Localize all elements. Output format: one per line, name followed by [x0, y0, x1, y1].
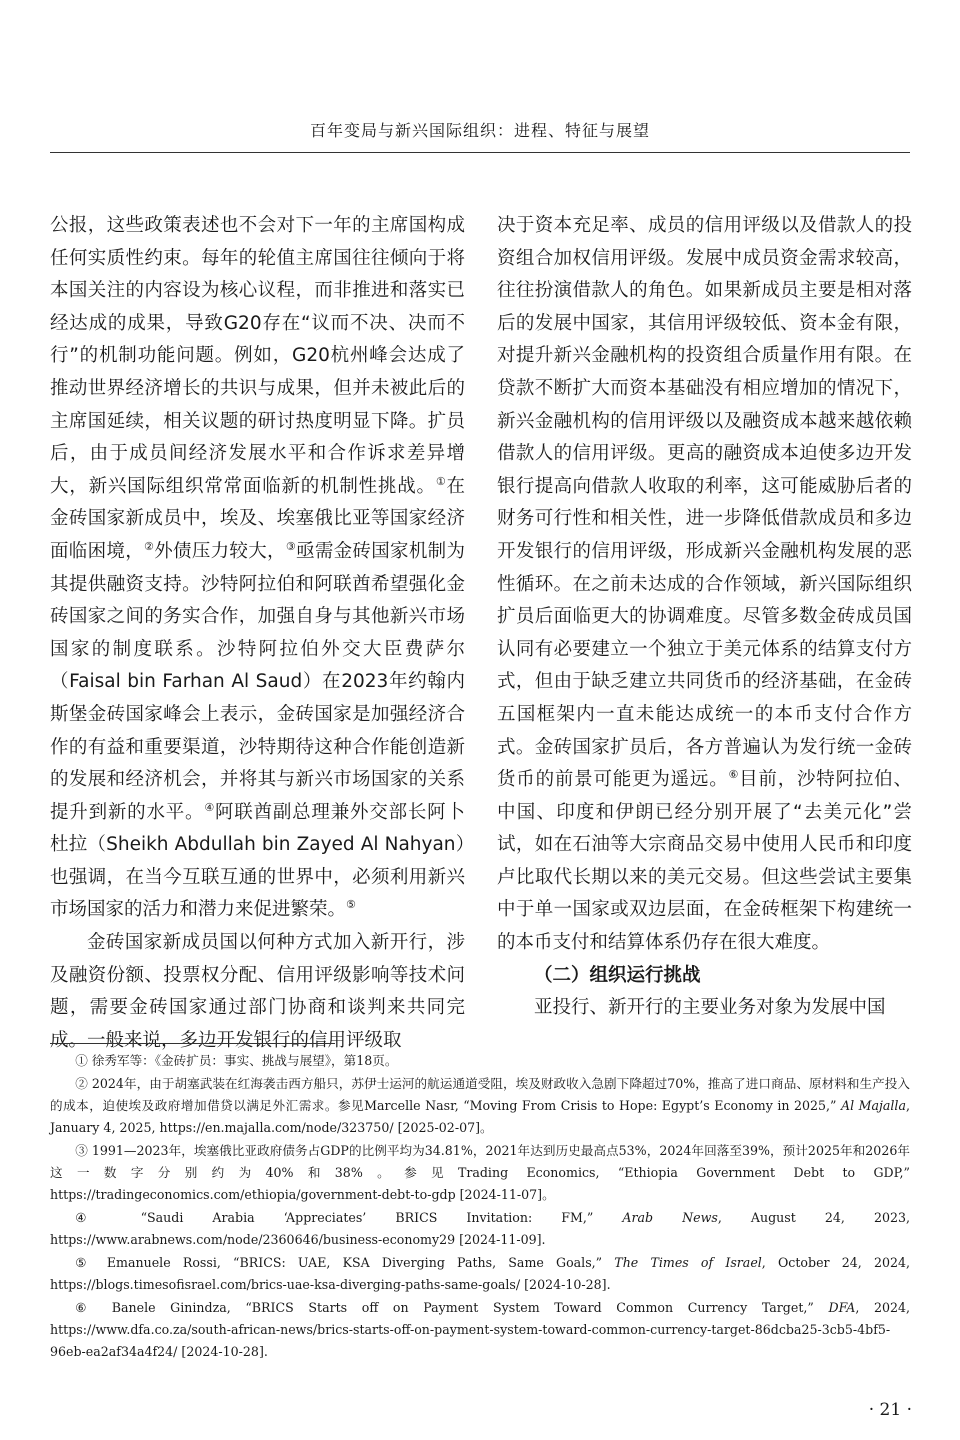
right-text-b: 目前，沙特阿拉伯、中国、印度和伊朗已经分别开展了“去美元化”尝试，如在石油等大宗商品交易中使用人民币和印度卢比取代长期以来的美元交易。但这些尝试主要集中于单一国家或双边层面，在金砖框架下构建统一的本币支付和结算体系仍存在很大难度。	[497, 769, 912, 954]
footnote-5	[50, 1252, 910, 1296]
footnote-6	[50, 1297, 910, 1363]
footnote-2-source: Al Majalla	[840, 1098, 906, 1113]
footnote-ref-4[interactable]: ④	[204, 800, 215, 814]
footnote-5-text-a: ⑤ Emanuele Rossi, “BRICS: UAE, KSA Diverging Paths, Same Goals,”	[75, 1255, 615, 1270]
right-column	[497, 210, 912, 1025]
footnote-ref-1[interactable]: ①	[435, 474, 447, 488]
footnotes	[50, 1050, 910, 1364]
footnote-ref-5[interactable]: ⑤	[346, 898, 356, 912]
right-paragraph-2: 亚投行、新开行的主要业务对象为发展中国	[534, 997, 886, 1019]
footnote-5-source: The Times of Israel	[614, 1255, 762, 1270]
footnote-4-text-b[interactable]: , August 24, 2023, https://www.arabnews.com/node/2360646/business-economy29 [2024-11-09].	[50, 1210, 911, 1247]
footnote-rule	[50, 1043, 335, 1044]
footnote-2	[50, 1073, 910, 1139]
footnote-4-text-a: ④ “Saudi Arabia ‘Appreciates’ BRICS Invitation: FM,”	[75, 1210, 623, 1225]
footnote-5-text-b[interactable]: , October 24, 2024, https://blogs.timesofisrael.com/brics-uae-ksa-diverging-paths-same-goals/ [2024-10-28].	[50, 1255, 910, 1292]
left-paragraph-1	[50, 210, 465, 927]
footnote-2-text-a: ② 2024年，由于胡塞武装在红海袭击西方船只，苏伊士运河的航运通道受阻，埃及财政收入急剧下降超过70%，推高了进口商品、原材料和生产投入的成本，迫使埃及政府增加借贷以满足外汇需求。参见Marcelle Nasr, “Moving From Crisis to Hope: Egypt’s Economy in 2025,”	[50, 1076, 910, 1113]
right-text-a: 决于资本充足率、成员的信用评级以及借款人的投资组合加权信用评级。发展中成员资金需求较高，往往扮演借款人的角色。如果新成员主要是相对落后的发展中国家，其信用评级较低、资本金有限，对提升新兴金融机构的投资组合质量作用有限。在贷款不断扩大而资本基础没有相应增加的情况下，新兴金融机构的信用评级以及融资成本越来越依赖借款人的信用评级。更高的融资成本迫使多边开发银行提高向借款人收取的利率，这可能威胁后者的财务可行性和相关性，进一步降低借款成员和多边开发银行的信用评级，形成新兴金融机构发展的恶性循环。在之前未达成的合作领域，新兴国际组织扩员后面临更大的协调难度。尽管多数金砖成员国认同有必要建立一个独立于美元体系的结算支付方式，但由于缺乏建立共同货币的经济基础，在金砖五国框架内一直未能达成统一的本币支付合作方式。金砖国家扩员后，各方普遍认为发行统一金砖货币的前景可能更为遥远。	[497, 215, 912, 791]
footnote-4-source: Arab News	[622, 1210, 718, 1225]
left-text-d: 亟需金砖国家机制为其提供融资支持。沙特阿拉伯和阿联酋希望强化金砖国家之间的务实合作，加强自身与其他新兴市场国家的制度联系。沙特阿拉伯外交大臣费萨尔（Faisal bin Farhan Al Saud）在2023年约翰内斯堡金砖国家峰会上表示，金砖国家是加强经济合作的有益和重要渠道，沙特期待这种合作能创造新的发展和经济机会，并将其与新兴市场国家的关系提升到新的水平。	[50, 540, 465, 823]
left-paragraph-2: 金砖国家新成员国以何种方式加入新开行，涉及融资份额、投票权分配、信用评级影响等技术问题，需要金砖国家通过部门协商和谈判来共同完成。一般来说，多边开发银行的信用评级取	[50, 932, 465, 1051]
running-title: 百年变局与新兴国际组织：进程、特征与展望	[309, 121, 650, 140]
footnote-ref-6[interactable]: ⑥	[728, 767, 740, 781]
left-text-a: 公报，这些政策表述也不会对下一年的主席国构成任何实质性约束。每年的轮值主席国往往倾向于将本国关注的内容设为核心议程，而非推进和落实已经达成的成果，导致G20存在“议而不决、决而不行”的机制功能问题。例如，G20杭州峰会达成了推动世界经济增长的共识与成果，但并未被此后的主席国延续，相关议题的研讨热度明显下降。扩员后，由于成员间经济发展水平和合作诉求差异增大，新兴国际组织常常面临新的机制性挑战。	[50, 215, 465, 497]
footnote-ref-2[interactable]: ②	[144, 539, 155, 553]
section-heading: （二）组织运行挑战	[534, 964, 701, 986]
left-text-c: 外债压力较大，	[154, 540, 286, 562]
left-text-b: 在金砖国家新成员中，埃及、埃塞俄比亚等国家经济面临困境，	[50, 475, 465, 562]
footnote-ref-3[interactable]: ③	[285, 539, 297, 553]
footnote-6-source: DFA	[828, 1300, 856, 1315]
footnote-6-text-a: ⑥ Banele Ginindza, “BRICS Starts off on Payment System Toward Common Currency Target,”	[75, 1300, 829, 1315]
left-text-e: 阿联酋副总理兼外交部长阿卜杜拉（Sheikh Abdullah bin Zayed Al Nahyan）也强调，在当今互联互通的世界中，必须利用新兴市场国家的活力和潜力来促进繁荣。	[50, 801, 465, 921]
header-rule	[50, 152, 910, 153]
footnote-1: ① 徐秀军等：《金砖扩员：事实、挑战与展望》，第18页。	[75, 1053, 398, 1068]
left-column	[50, 210, 465, 1057]
footnote-2-text-b[interactable]: , January 4, 2025, https://en.majalla.com/node/323750/ [2025-02-07]。	[50, 1098, 910, 1135]
right-paragraph-1	[497, 210, 912, 960]
footnote-6-text-b[interactable]: , 2024, https://www.dfa.co.za/south-african-news/brics-starts-off-on-payment-system-toward-common-currency-target-86dcba25-3cb5-4bf5-96eb-ea2af34a4f24/ [2024-10-28].	[50, 1300, 911, 1359]
page-number: · 21 ·	[868, 1400, 912, 1420]
footnote-3[interactable]: ③ 1991—2023年，埃塞俄比亚政府债务占GDP的比例平均为34.81%，2021年达到历史最高点53%，2024年回落至39%，预计2025年和2026年这一数字分别约为40%和38%。参见Trading Economics, “Ethiopia Government Debt to GDP,” https://tradingeconomics.com/ethiopia/government-debt-to-gdp [2024-11-07]。	[50, 1143, 910, 1202]
footnote-4	[50, 1207, 910, 1251]
